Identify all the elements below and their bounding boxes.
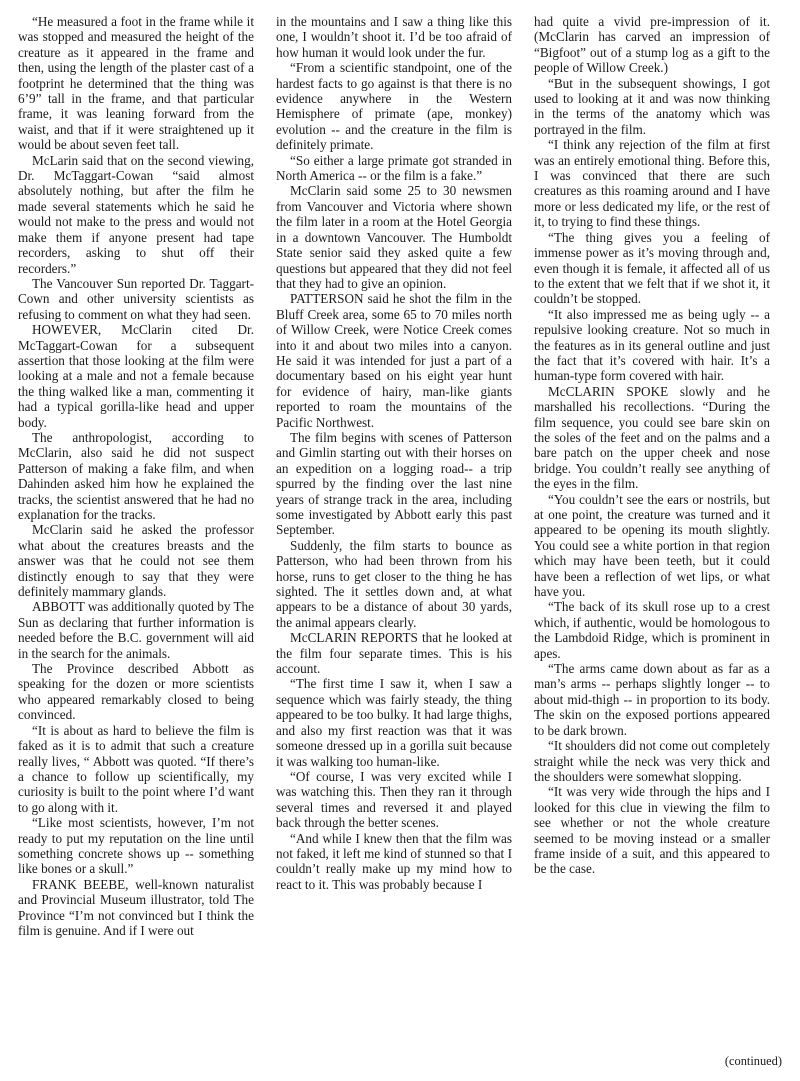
paragraph: The film begins with scenes of Patterson and Gimlin starting out with their horses on an expedition on a logging road-- a trip spurred by the finding over the last nine years of strange track in the area, including some investigated by Abbott early this past September. [276, 429, 512, 538]
paragraph: The anthropologist, according to McClarin, also said he did not suspect Patterson of making a fake film, and when Dahinden asked him how he explained the tracks, the scientist answered that he had no explanation for the tracks. [18, 429, 254, 522]
article-columns [18, 14, 782, 1049]
paragraph: “The back of its skull rose up to a crest which, if authentic, would be homologous to the Lambdoid Ridge, which is prominent in apes. [534, 599, 770, 661]
paragraph: “Of course, I was very excited while I was watching this. Then they ran it through several times and reversed it and played back through the better scenes. [276, 768, 512, 831]
paragraph: HOWEVER, McClarin cited Dr. McTaggart-Cowan for a subsequent assertion that those looking at the film were looking at a male and not a female because the thing walked like a man, commenting it had a typical gorilla-like head and upper body. [18, 322, 254, 430]
paragraph: “The first time I saw it, when I saw a sequence which was fairly steady, the thing appeared to be too bulky. It had large thighs, and also my first reaction was that it was someone dressed up in a gorilla suit because it was walking too human-like. [276, 676, 512, 769]
paragraph: “The arms came down about as far as a man’s arms -- perhaps slightly longer -- to about mid-thigh -- in proportion to its body. The skin on the exposed portions appeared to be dark brown. [534, 661, 770, 738]
paragraph: The Province described Abbott as speaking for the dozen or more scientists who appeared remarkably closed to being convinced. [18, 661, 254, 723]
paragraph: McCLARIN REPORTS that he looked at the film four separate times. This is his account. [276, 630, 512, 677]
paragraph: “Like most scientists, however, I’m not ready to put my reputation on the line until something concrete shows up -- something like bones or a skull.” [18, 815, 254, 877]
text-column-3 [534, 14, 770, 1049]
text-column-1 [18, 14, 254, 1049]
paragraph: Suddenly, the film starts to bounce as Patterson, who had been thrown from his horse, runs to get closer to the thing he has sighted. The it settles down and, at what appears to be a distance of about 30 yards, the animal appears clearly. [276, 537, 512, 630]
paragraph: McCLARIN SPOKE slowly and he marshalled his recollections. “During the film sequence, you could see bare skin on the soles of the feet and on the palms and a bare patch on the upper cheek and nose bridge. You couldn’t really see anything of the eyes in the film. [534, 383, 770, 492]
paragraph: “And while I knew then that the film was not faked, it left me kind of stunned so that I couldn’t really make up my mind how to react to it. This was probably because I [276, 830, 512, 892]
paragraph: “It is about as hard to believe the film is faked as it is to admit that such a creature really lives, “ Abbott was quoted. “If there’s a chance to follow up scientifically, my curiosity is built to the point where I’d want to go along with it. [18, 722, 254, 815]
paragraph: in the mountains and I saw a thing like this one, I wouldn’t shoot it. I’d be too afraid of how human it would look under the fur. [276, 14, 512, 60]
paragraph: The Vancouver Sun reported Dr. Taggart-Cown and other university scientists as refusing to comment on what they had seen. [18, 275, 254, 322]
paragraph: McLarin said that on the second viewing, Dr. McTaggart-Cowan “said almost absolutely nothing, but after the film he made several statements which he said he would not make to the press and would not make them if anyone present had tape recorders, asking to shut off their recorders.” [18, 152, 254, 276]
continued-note: (continued) [724, 1054, 782, 1068]
paragraph: FRANK BEEBE, well-known naturalist and Provincial Museum illustrator, told The Province “I’m not convinced but I think the film is genuine. And if I were out [18, 876, 254, 938]
paragraph: “But in the subsequent showings, I got used to looking at it and was now thinking in the terms of the anatomy which was portrayed in the film. [534, 75, 770, 137]
paragraph: ABBOTT was additionally quoted by The Sun as declaring that further information is needed before the B.C. government will aid in the search for the animals. [18, 599, 254, 661]
paragraph: McClarin said he asked the professor what about the creatures breasts and the answer was that he could not see them distinctly enough to say that they were definitely mammary glands. [18, 522, 254, 600]
paragraph: “He measured a foot in the frame while it was stopped and measured the height of the creature as it appeared in the frame and then, using the length of the plaster cast of a footprint he determined that the thing was 6’9” tall in the frame, and that particular frame, it was leaning forward from the waist, and that if it were straightened up it would be about seven feet tall. [18, 14, 254, 153]
text-column-2 [276, 14, 512, 1049]
paragraph: “It shoulders did not come out completely straight while the neck was very thick and the shoulders were somewhat slopping. [534, 738, 770, 784]
paragraph: “You couldn’t see the ears or nostrils, but at one point, the creature was turned and it appeared to be opening its mouth slightly. You could see a white portion in that region which may have been teeth, but it could have been a reflection of wet lips, or what have you. [534, 491, 770, 600]
paragraph: PATTERSON said he shot the film in the Bluff Creek area, some 65 to 70 miles north of Willow Creek, were Notice Creek comes into it and about two miles into a canyon. He said it was intended for just a part of a documentary based on his eight year hunt for evidence of hairy, man-like giants reported to roam the mountains of the Pacific Northwest. [276, 291, 512, 430]
paragraph: “From a scientific standpoint, one of the hardest facts to go against is that there is no evidence anywhere in the Western Hemisphere of primate (ape, monkey) evolution -- and the creature in the film is definitely primate. [276, 60, 512, 153]
paragraph: “The thing gives you a feeling of immense power as it’s moving through and, even though it is female, it affected all of us to the extent that we felt that if we shot it, it couldn’t be stopped. [534, 229, 770, 307]
paragraph: “It was very wide through the hips and I looked for this clue in viewing the film to see whether or not the whole creature seemed to be moving instead or a smaller frame inside of a suit, and this appeared to be the case. [534, 784, 770, 877]
paragraph: “It also impressed me as being ugly -- a repulsive looking creature. Not so much in the features as in its general outline and just the fact that it’s covered with hair. It’s a human-type form covered with hair. [534, 306, 770, 384]
paragraph: McClarin said some 25 to 30 newsmen from Vancouver and Victoria where shown the film later in a room at the Hotel Georgia in a downtown Vancouver. The Humboldt State senior said they asked quite a few questions but appeared that they did not feel that they had to give an opinion. [276, 183, 512, 291]
paragraph: had quite a vivid pre-impression of it. (McClarin has carved an impression of “Bigfoot” out of a stump log as a gift to the people of Willow Creek.) [534, 14, 770, 76]
paragraph: “I think any rejection of the film at first was an entirely emotional thing. Before this, I was convinced that there are such creatures as this roaming around and I have more or less dedicated my life, or the rest of it, to trying to find these things. [534, 137, 770, 230]
paragraph: “So either a large primate got stranded in North America -- or the film is a fake.” [276, 152, 512, 184]
